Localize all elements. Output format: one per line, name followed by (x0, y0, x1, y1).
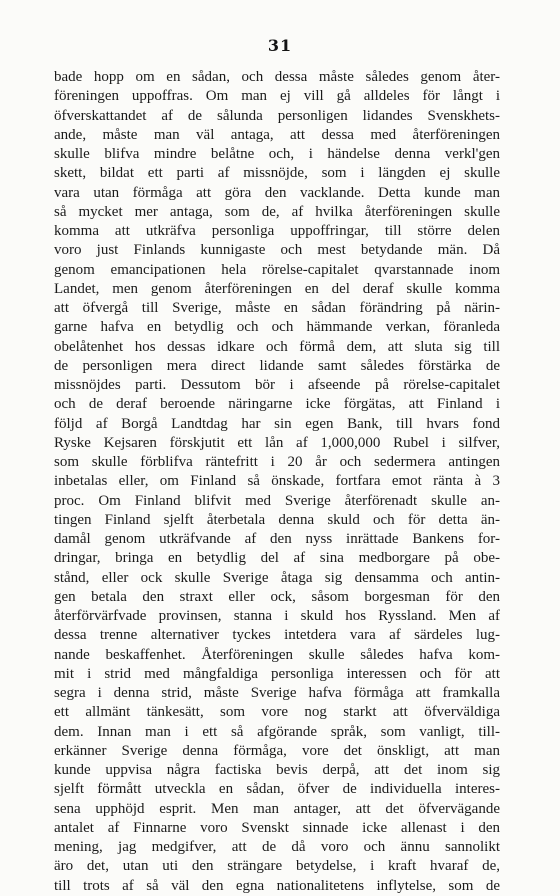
text-line: komma att utkräfva personliga uppoffringar, till större delen (54, 223, 500, 239)
text-line: antalet af Finnarne voro Svenskt sinnade icke allenast i den (54, 819, 500, 836)
text-line: kunde uppvisa några factiska bevis derpå, att det inom sig (54, 762, 500, 778)
text-line: Ryske Kejsaren förskjutit ett lån af 1,000,000 Rubel i silfver, (54, 434, 500, 451)
text-line: missnöjdes parti. Dessutom bör i afseende på rörelse-capitalet (54, 377, 500, 393)
text-line: så mycket mer antaga, som de, af hvilka återföreningen skulle (54, 203, 500, 220)
text-line: voro just Finlands kunnigaste och mest betydande män. Då (54, 242, 500, 259)
text-line: proc. Om Finland blifvit med Sverige återförenadt skulle an- (54, 492, 500, 509)
text-line: mening, jag medgifver, att de då voro och ännu sannolikt (54, 839, 500, 855)
text-line: sena upphöjd esprit. Men man antager, att det öfvervägande (54, 800, 500, 817)
text-line: sjelft förmått utveckla en sådan, öfver de individuella interes- (54, 781, 500, 798)
text-line: garne hafva en betydlig och och hämmande verkan, föranleda (54, 319, 500, 336)
text-line: Landet, men genom återföreningen en del deraf skulle komma (54, 280, 500, 297)
page-number: 31 (267, 36, 293, 55)
text-line: stånd, eller ock skulle Sverige åtaga sig densamma och antin- (54, 569, 500, 586)
text-line: dessa trenne alternativer tyckes intetdera vara af särdeles lug- (54, 627, 500, 644)
text-line: gen betala den straxt eller ock, såsom borgesman för den (54, 588, 500, 605)
text-line: nande beskaffenhet. Återföreningen skulle således hafva kom- (54, 646, 500, 663)
text-line: dringar, bringa en betydlig del af sina medborgare på obe- (54, 550, 500, 567)
text-line: som skulle förblifva räntefritt i 20 år och sedermera antingen (54, 454, 500, 470)
text-line: bade hopp om en sådan, och dessa måste således genom åter- (54, 69, 500, 85)
text-line: obelåtenhet hos dessas idkare och förmå dem, att sluta sig till (54, 338, 500, 355)
text-line: skett, bildat ett parti af missnöjde, som i längden ej skulle (54, 165, 500, 182)
text-line: föreningen uppoffras. Om man ej vill gå alldeles för långt i (54, 88, 500, 105)
text-line: damål genom utkräfvande af den nyss inrättade Bankens for- (54, 531, 500, 547)
text-line: genom emancipationen hela rörelse-capitalet qvarstannade inom (54, 261, 500, 278)
text-line: de personligen mera direct lidande samt således förstärka de (54, 357, 500, 374)
text-line: segra i denna strid, måste Sverige hafva förmåga att framkalla (54, 685, 500, 701)
text-line: och de deraf beroende näringarne icke förgätas, att Finland i (54, 396, 500, 413)
text-line: vara utan förmåga att göra den vacklande. Detta kunde man (54, 184, 500, 201)
text-line: ett allmänt tänkesätt, som vore nog starkt att öfverväldiga (54, 704, 500, 721)
text-line: återförvärfvade provinsen, stanna i skuld hos Ryssland. Men af (54, 608, 500, 624)
text-line: tingen Finland sjelft återbetala denna skuld och för detta än- (54, 511, 500, 528)
text-line: till trots af så väl den egna nationalitetens inflytelse, som de (54, 877, 500, 894)
text-line: dem. Innan man i ett så afgörande språk, som vanligt, till- (54, 723, 500, 740)
body-text (54, 68, 500, 896)
text-line: äro det, utan uti den strängare betydelse, i kraft hvaraf de, (54, 858, 500, 875)
text-line: erkänner Sverige denna förmåga, vore det önskligt, att man (54, 742, 500, 759)
text-line: följd af Borgå Landtdag har sin egen Bank, till hvars fond (54, 415, 500, 432)
text-line: ande, måste man väl antaga, att dessa med återföreningen (54, 126, 500, 143)
text-line: att öfvergå till Sverige, måste en sådan förändring på närin- (54, 300, 500, 316)
text-line: skulle blifva mindre belåtne och, i händelse denna verkl'gen (54, 146, 500, 162)
text-line: öfverskattandet af de sålunda personligen lidandes Svenskhets- (54, 107, 500, 124)
text-line: mit i strid med mångfaldiga personliga interessen och för att (54, 665, 500, 682)
text-line: inbetalas eller, om Finland så önskade, fortfara emot ränta à 3 (54, 473, 500, 490)
